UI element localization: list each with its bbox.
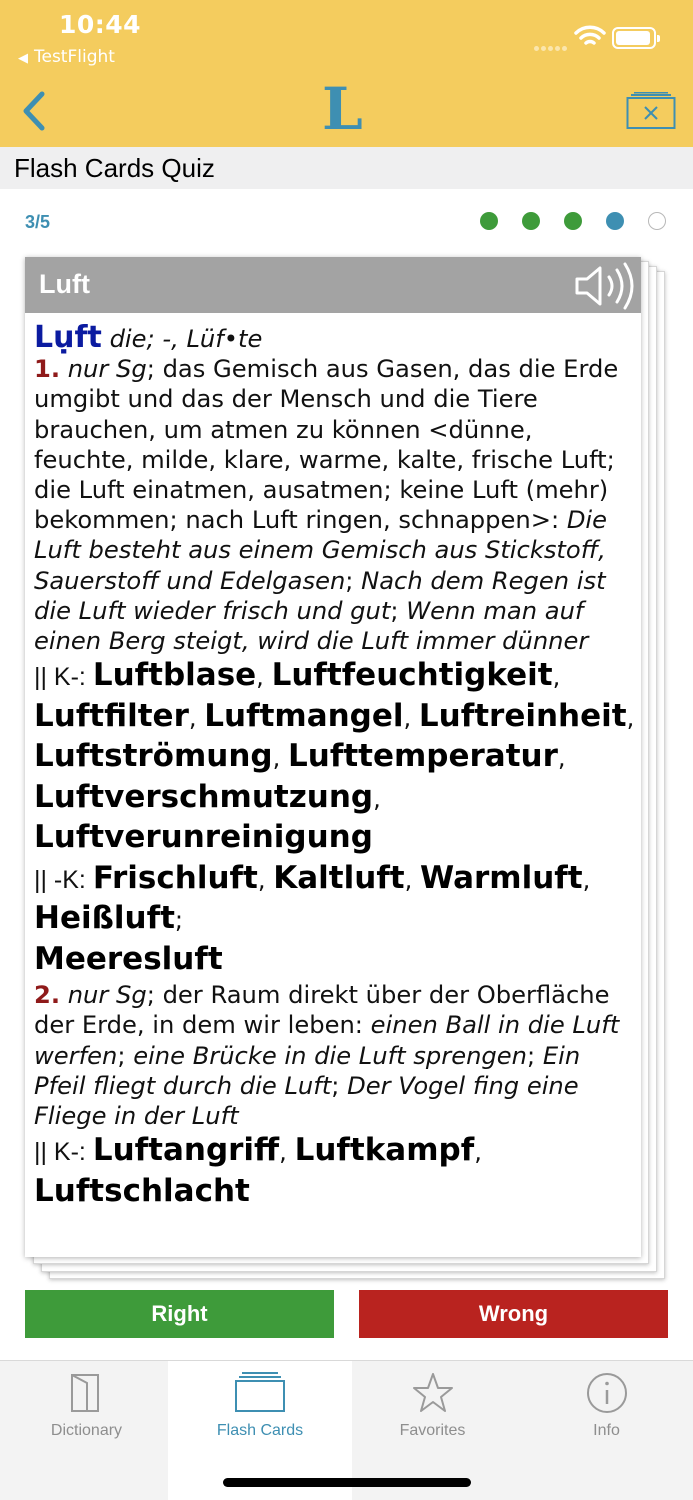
info-icon xyxy=(585,1371,629,1415)
quiz-counter: 3/5 xyxy=(25,212,51,232)
card-word: Luft xyxy=(39,269,90,299)
status-time: 10:44 xyxy=(59,10,142,39)
compounds-k1: || K-: Luftblase, Luftfeuchtigkeit, Luftfilter, Luftmangel, Luftreinheit, Luftströmung, Lufttemperatur, Luftverschmutzung, Luftverunreinigung xyxy=(34,657,635,856)
progress-dot-pending xyxy=(648,212,666,230)
back-app-label: TestFlight xyxy=(34,47,115,67)
entry-sense-2: 2. nur Sg; der Raum direkt über der Oberfläche der Erde, in dem wir leben: einen Ball in die Luft werfen; eine Brücke in die Luft sprengen; Ein Pfeil fliegt durch die Luft; Der Vogel fing eine Fliege in der Luft xyxy=(34,981,620,1131)
dictionary-entry xyxy=(34,320,636,1212)
compound-word: Luftströmung xyxy=(34,738,273,775)
sense-definition: ; der Raum direkt über der Oberfläche der Erde, in dem wir leben: xyxy=(34,981,610,1040)
card-header xyxy=(25,257,641,313)
wrong-button[interactable]: Wrong xyxy=(359,1290,668,1338)
compound-word: Luftangriff xyxy=(92,1132,280,1169)
compound-word: Kaltluft xyxy=(273,859,405,896)
sense-label: nur Sg xyxy=(60,355,147,384)
battery-icon xyxy=(612,27,656,49)
sense-example: eine Brücke in die Luft sprengen xyxy=(133,1041,527,1070)
page-title: Flash Cards Quiz xyxy=(14,153,215,183)
progress-dot-correct xyxy=(564,212,582,230)
flash-cards-icon xyxy=(234,1371,286,1415)
close-quiz-icon[interactable] xyxy=(626,92,676,130)
cellular-signal-icon xyxy=(534,36,570,46)
compound-word: Luftschlacht xyxy=(34,1172,250,1209)
page-title-bar xyxy=(0,147,693,189)
compound-prefix: || -K: xyxy=(34,865,93,894)
compounds-k3: || K-: Luftangriff, Luftkampf, Luftschlacht xyxy=(34,1132,482,1209)
back-chevron-icon[interactable] xyxy=(18,90,50,132)
back-to-app-link[interactable] xyxy=(18,47,115,67)
sense-example: Die Luft besteht aus einem Gemisch aus Stickstoff, Sauerstoff und Edelgasen xyxy=(34,506,608,595)
sense-definition: ; das Gemisch aus Gasen, das die Erde umgibt und das der Mensch und die Tiere brauchen, um atmen zu können <dünne, feuchte, milde, klare, warme, kalte, frische Luft; die Luft einatmen, ausatmen; keine Luft (mehr) bekommen; nach Luft ringen, schnappen>: xyxy=(34,355,619,535)
flash-card[interactable] xyxy=(25,257,641,1257)
compound-word: Luftfilter xyxy=(34,697,189,734)
compound-prefix: || K-: xyxy=(34,663,93,692)
tab-label: Dictionary xyxy=(50,1422,123,1439)
compound-word: Lufttemperatur xyxy=(288,738,558,775)
entry-headword: Lụft xyxy=(34,320,102,355)
star-icon xyxy=(411,1371,455,1415)
speaker-icon[interactable] xyxy=(573,261,639,311)
compound-word: Heißluft xyxy=(34,900,175,937)
sense-example: Nach dem Regen ist die Luft wieder frisch und gut xyxy=(34,566,606,625)
sense-example: einen Ball in die Luft werfen xyxy=(34,1011,620,1070)
compound-word: Luftfeuchtigkeit xyxy=(271,657,553,694)
top-bar xyxy=(0,0,693,147)
progress-dot-correct xyxy=(480,212,498,230)
langenscheidt-logo: L xyxy=(322,75,363,143)
progress-dots xyxy=(480,212,666,232)
sense-number: 1. xyxy=(34,355,61,384)
compound-word: Luftmangel xyxy=(204,697,404,734)
home-indicator xyxy=(223,1478,471,1487)
compound-word: Luftverunreinigung xyxy=(34,819,373,856)
entry-sense-1: Lụft die; -, Lüf•te 1. nur Sg; das Gemisch aus Gasen, das die Erde umgibt und das der Mensch und die Tiere brauchen, um atmen zu können <dünne, feuchte, milde, klare, warme, kalte, frische Luft; die Luft einatmen, ausatmen; keine Luft (mehr) bekommen; nach Luft ringen, schnappen>: Die Luft besteht aus einem Gemisch aus Stickstoff, Sauerstoff und Edelgasen; Nach dem Regen ist die Luft wieder frisch und gut; Wenn man auf einen Berg steigt, wird die Luft immer dünner xyxy=(34,320,619,656)
entry-grammar: die; -, Lüf•te xyxy=(101,325,263,353)
tab-label: Info xyxy=(593,1422,620,1439)
sense-example: Wenn man auf einen Berg steigt, wird die Luft immer dünner xyxy=(34,596,589,656)
tab-info[interactable] xyxy=(520,1361,693,1500)
compound-word: Luftkampf xyxy=(294,1132,475,1169)
sense-number: 2. xyxy=(34,981,61,1010)
sense-example: Ein Pfeil fliegt durch die Luft xyxy=(34,1041,581,1100)
compound-prefix: || K-: xyxy=(34,1138,93,1167)
progress-dot-correct xyxy=(522,212,540,230)
right-button[interactable]: Right xyxy=(25,1290,334,1338)
tab-dictionary[interactable] xyxy=(0,1361,173,1500)
compound-word: Meeresluft xyxy=(34,940,223,977)
compounds-k2: || -K: Frischluft, Kaltluft, Warmluft, Heißluft; Meeresluft xyxy=(34,859,591,977)
tab-label: Favorites xyxy=(399,1422,466,1439)
sense-example: Der Vogel fing eine Fliege in der Luft xyxy=(34,1071,579,1131)
compound-word: Luftreinheit xyxy=(418,697,627,734)
tab-label: Flash Cards xyxy=(216,1422,304,1439)
compound-word: Warmluft xyxy=(420,859,583,896)
book-icon xyxy=(67,1371,107,1415)
compound-word: Luftblase xyxy=(92,657,257,694)
wifi-icon xyxy=(574,24,606,48)
compound-word: Luftverschmutzung xyxy=(34,778,374,815)
sense-label: nur Sg xyxy=(60,981,147,1010)
back-triangle-icon: ◀ xyxy=(18,51,28,66)
progress-dot-current xyxy=(606,212,624,230)
compound-word: Frischluft xyxy=(92,859,258,896)
